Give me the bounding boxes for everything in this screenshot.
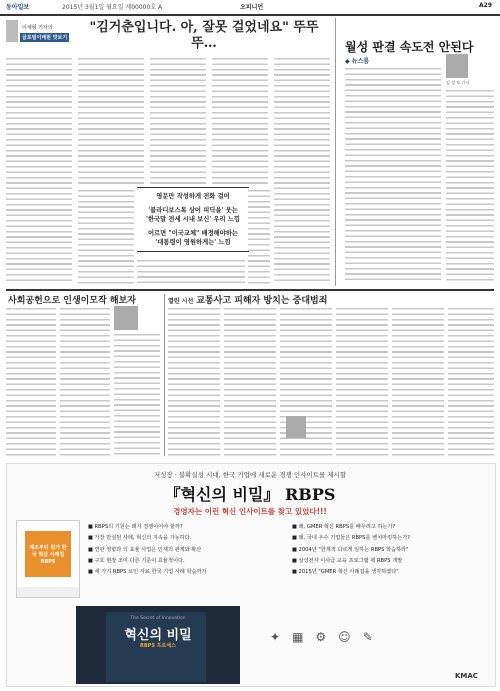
- ad-title: 『혁신의 비밀』 RBPS: [164, 485, 336, 504]
- issue-date: 2015년 3월1일 월요일 제00000호 A: [62, 4, 163, 11]
- ad-icons: [270, 630, 385, 644]
- ad-list-item: ■ 2004년 "한계적 다르게 일하는 RBPS 학습하라": [292, 546, 409, 553]
- reporter-photo: [446, 54, 468, 78]
- ad-list-item: ■ 2015년 "GMER 혁신 사례집을 생각하였다": [292, 569, 399, 576]
- article1-title: 사회공헌으로 인생이모작 해보자: [8, 296, 136, 306]
- article-text-col3: [150, 56, 206, 184]
- quote-line: 영문만 작성하게 전화 걸어: [156, 193, 230, 200]
- article1-col1: [6, 306, 56, 456]
- book-subtitle: RBPS 프로세스: [140, 643, 176, 649]
- chart-icon: ▦: [292, 630, 316, 644]
- book-subtitle-en: The Secret of Innovation: [130, 616, 186, 621]
- column-divider: [335, 18, 336, 286]
- ad-list-item: ■ RBPS의 기원는 왜지 경쟁이어야 할까?: [88, 524, 183, 530]
- article2-title-text: 교통사고 피해자 방치는 중대범죄: [196, 296, 328, 306]
- article1-col3: [114, 332, 160, 456]
- newspaper-logo: 동아일보: [6, 4, 30, 11]
- page-header: [0, 0, 500, 16]
- article2-col6: [448, 306, 494, 456]
- pull-quote: [137, 187, 249, 252]
- article-text-col1: [6, 56, 72, 284]
- ad-tagline: 저성장 · 불확실성 시대, 한국 기업에 새로운 경쟁 인사이트를 제시할: [153, 471, 347, 479]
- ad-slogan: 경영자는 이런 혁신 인사이트를 찾고 있었다!!!: [173, 507, 327, 516]
- ad-list-item: ■ 왜, 국내 우수 기업들은 RBPS를 벤치마킹하는가?: [292, 535, 410, 542]
- book-cover-large: [76, 606, 240, 684]
- article2-title: [168, 293, 327, 306]
- quote-line: '한국말 전세 시내 보신' 우리 느낌: [146, 216, 240, 223]
- ad-brand: KMAC: [455, 672, 478, 680]
- quote-line: '대통령이 영원하게는' 느낌: [155, 239, 231, 246]
- article-text-col4: [212, 56, 268, 184]
- sidebar-label: ◆ 뉴스룸: [345, 58, 370, 65]
- article2-col4: [336, 306, 388, 456]
- sidebar-headline: 월성 판결 속도전 안된다: [345, 40, 474, 54]
- bottom-divider: [164, 294, 165, 456]
- ad-list-item: ■ 세 가지 RBPS 요인 자료 한국 기업 사례 학습까지: [88, 569, 207, 576]
- ad-list-right: [292, 523, 492, 579]
- quote-line: '블라디보스톡 상어 피딕을' 웃는: [148, 207, 238, 214]
- page-number: A29: [479, 2, 492, 9]
- book-cover-text: 제조부터 원가 한국 혁신 사례집 RBPS: [29, 545, 67, 565]
- sidebar-text-b: [446, 88, 494, 284]
- author-photo: [6, 20, 18, 42]
- article-text-col4b: [248, 188, 270, 284]
- reporter-name: 김 성 보 기자: [446, 80, 470, 85]
- article-text-col2: [78, 56, 144, 184]
- article1-photo: [114, 306, 138, 330]
- ad-list-item: ■ 연관 영향과 의 효율 사업은 인재의 관계와 확산: [88, 546, 202, 553]
- byline-title: 이세형 기자의: [22, 25, 53, 31]
- byline-name: 글로벌이태원 맛보기: [22, 35, 68, 41]
- article2-col2: [224, 306, 276, 456]
- sidebar-text-a: [345, 66, 441, 284]
- article2-photo: [286, 416, 306, 438]
- ad-list-left: [88, 523, 288, 579]
- article2-tag: 열린 시선: [168, 298, 194, 305]
- article-text-col2b: [78, 188, 134, 284]
- article-text-under-quote: [137, 258, 245, 284]
- article1-col2: [60, 306, 110, 456]
- ad-list-item: ■ 왜, GMER 혁신 RBPS를 배우려고 하는가?: [292, 524, 396, 530]
- tools-icon: ✎: [362, 630, 385, 644]
- section-rule: [6, 289, 494, 291]
- book-pages: [17, 587, 79, 597]
- ad-list-item: ■ 가장 만실된 사례, 혁신의 지속을 가능하다.: [88, 535, 192, 542]
- lightbulb-icon: ✦: [270, 630, 293, 644]
- column-headline: "김거춘입니다. 아, 잘못 걸었네요" 뚜뚜뚜…: [89, 20, 319, 51]
- article2-col5: [392, 306, 444, 456]
- column-byline: [6, 20, 74, 50]
- article-text-col5: [274, 56, 330, 284]
- article2-col1: [168, 306, 220, 456]
- section-title: 오피니언: [240, 4, 264, 11]
- ad-list-item: ■ 삼성전자 이사급 교육 프로그램 팩 RBPS 개발: [292, 557, 403, 564]
- gear-icon: ⚙: [315, 630, 339, 644]
- quote-line: 어르면 "이국교체" 배정해야하는: [147, 230, 239, 237]
- sidebar-label-text: 뉴스룸: [351, 58, 370, 65]
- ad-list-item: ■ 구호 현장 조미 다른 기준이 효율적이다.: [88, 557, 185, 564]
- book-title: 혁신의 비밀: [124, 628, 192, 643]
- people-icon: ☺: [338, 630, 363, 644]
- book-cover-small: [16, 520, 80, 598]
